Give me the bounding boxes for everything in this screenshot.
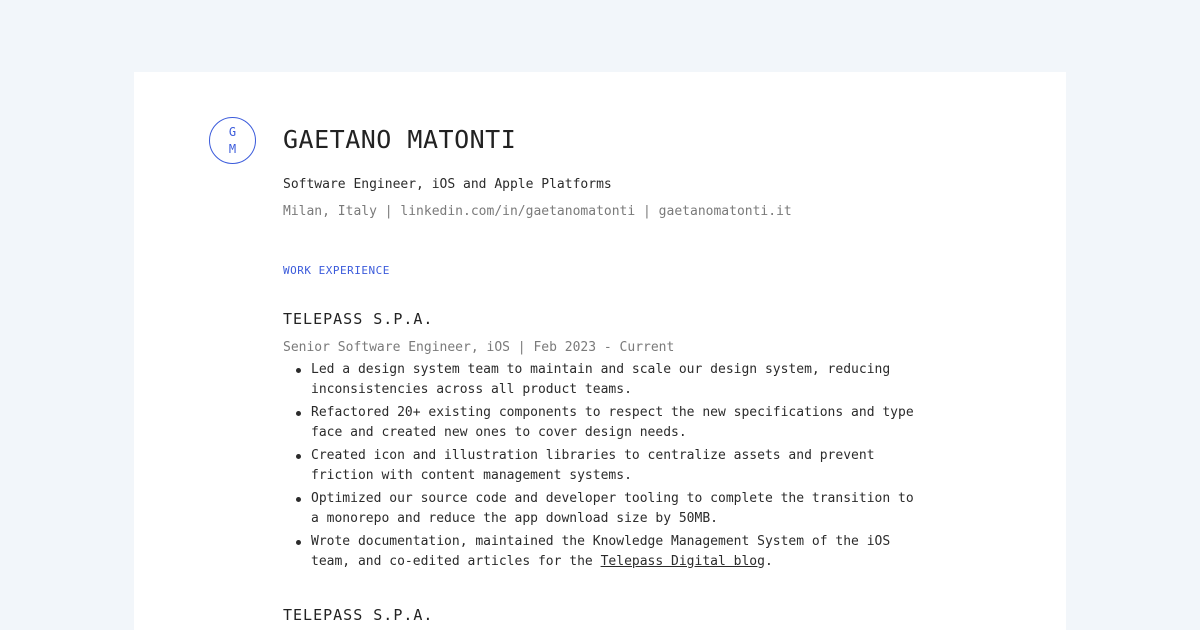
monogram-letter-first: G — [228, 124, 237, 139]
monogram-avatar — [209, 117, 256, 164]
job-bullets — [283, 360, 923, 571]
job-entry — [283, 310, 923, 575]
telepass-blog-link[interactable]: Telepass Digital blog — [600, 553, 765, 569]
resume-sheet — [134, 72, 1066, 630]
contact-line: Milan, Italy | linkedin.com/in/gaetanomatonti | gaetanomatonti.it — [283, 204, 792, 219]
person-name: GAETANO MATONTI — [283, 125, 517, 154]
job-bullet: Led a design system team to maintain and scale our design system, reducing inconsistencies across all product teams. — [283, 360, 923, 399]
monogram-letter-second: M — [228, 141, 237, 156]
job-company: TELEPASS S.P.A. — [283, 310, 434, 328]
job-bullet-text-end: . — [764, 553, 773, 569]
job-bullet: Optimized our source code and developer tooling to complete the transition to a monorepo and reduce the app download size by 50MB. — [283, 489, 923, 528]
section-title-work-experience: WORK EXPERIENCE — [283, 264, 390, 277]
job-bullet — [283, 532, 923, 571]
job-bullet: Created icon and illustration libraries to centralize assets and prevent friction with content management systems. — [283, 446, 923, 485]
job-bullet-text: Wrote documentation, maintained the Knowledge Management System of the iOS team, and co-edited articles for the — [311, 534, 891, 569]
job-role: Senior Software Engineer, iOS | Feb 2023 - Current — [283, 340, 675, 355]
job-entry — [283, 606, 923, 624]
job-bullet: Refactored 20+ existing components to respect the new specifications and type face and created new ones to cover design needs. — [283, 403, 923, 442]
person-headline: Software Engineer, iOS and Apple Platforms — [283, 177, 612, 192]
job-company: TELEPASS S.P.A. — [283, 606, 434, 624]
